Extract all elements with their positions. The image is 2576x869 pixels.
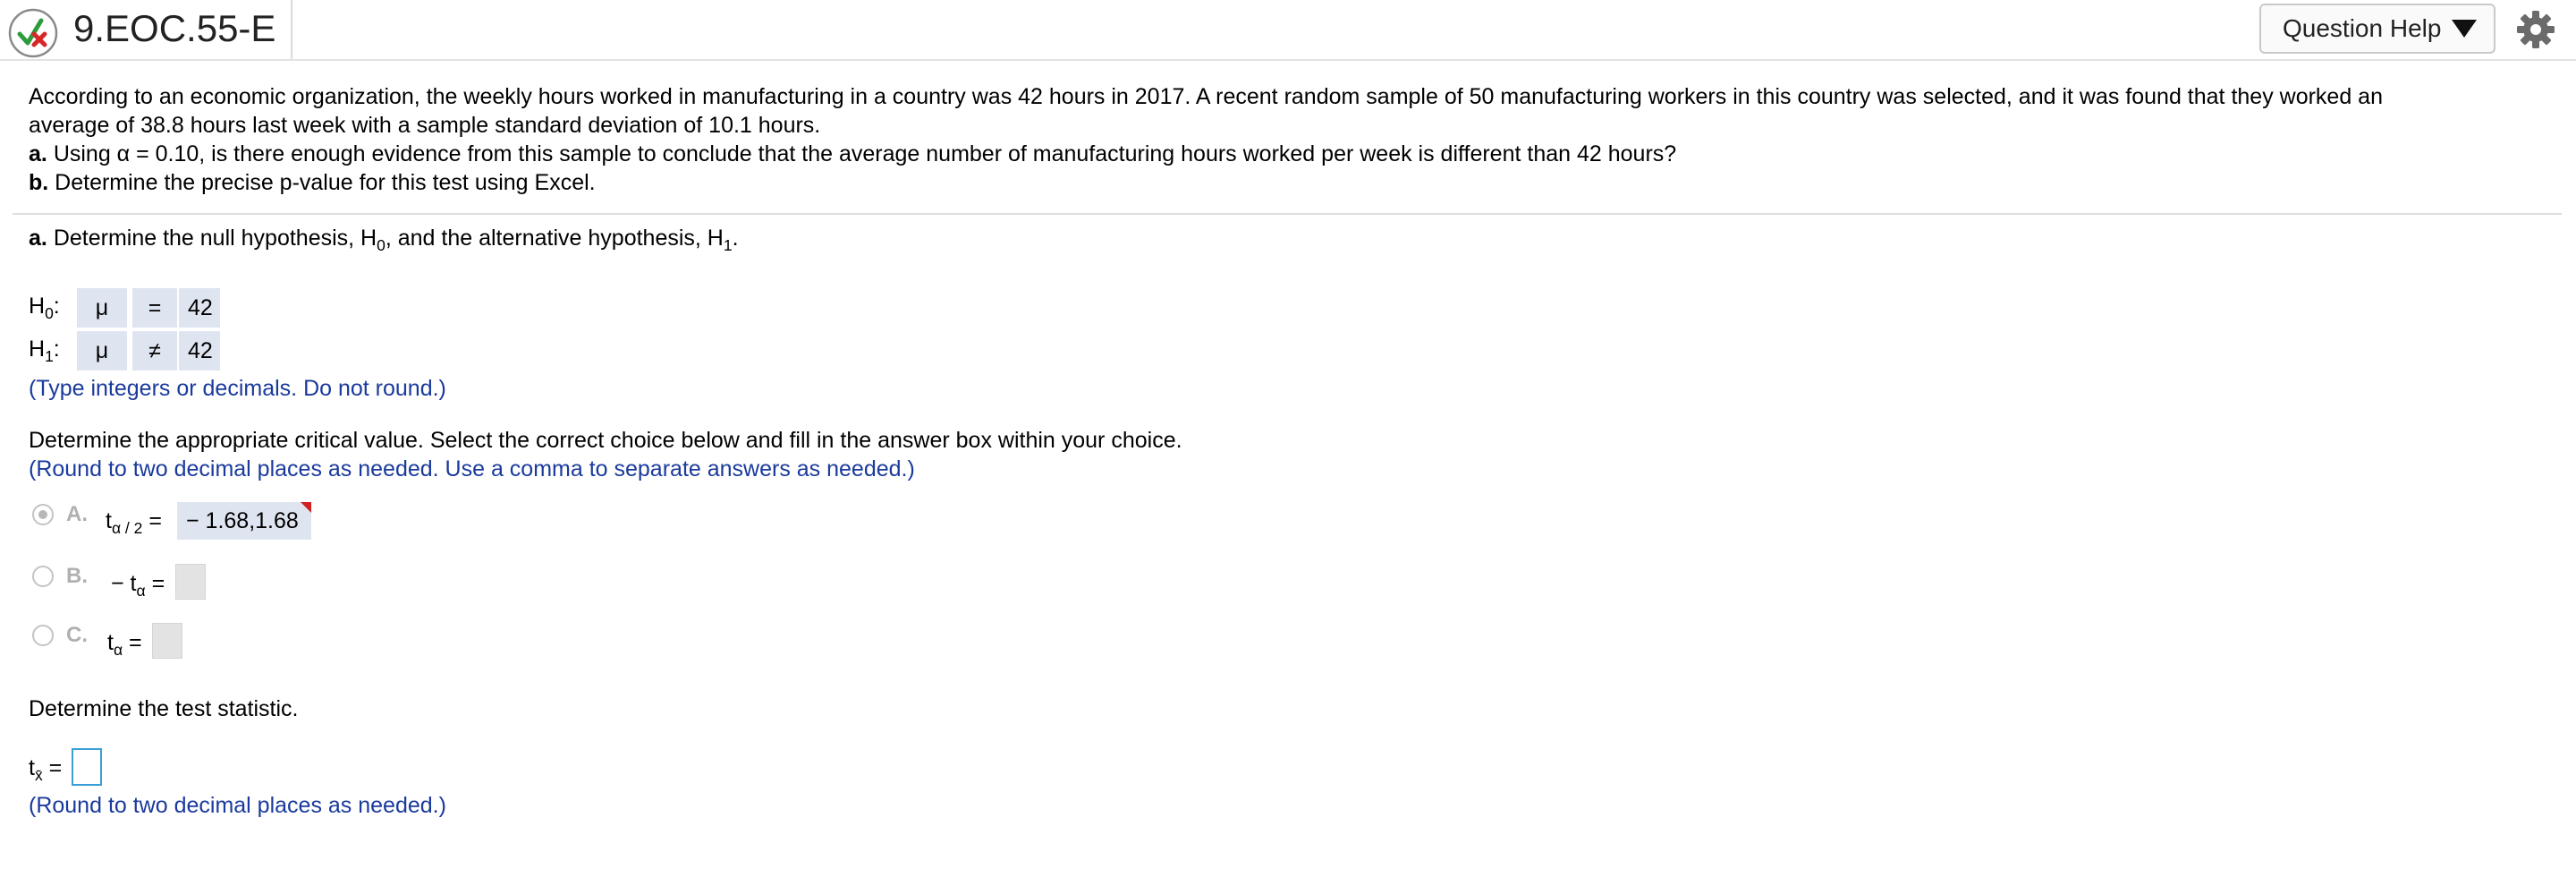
- option-c-t: t: [107, 630, 114, 655]
- option-a-radio[interactable]: [32, 504, 54, 525]
- option-b-expression: [111, 569, 165, 605]
- option-a-t: t: [106, 508, 112, 533]
- h0-subscript: 0: [377, 236, 386, 255]
- problem-line-1: According to an economic organization, the weekly hours worked in manufacturing in a country was 42 hours in 2017. A recent random sample of 50 manufacturing workers in this country was selected, and it was found that they worked an: [29, 84, 2383, 109]
- h1-operator-select[interactable]: ≠: [132, 331, 177, 371]
- option-a-eq: =: [142, 508, 162, 533]
- problem-part-a: [29, 140, 1676, 168]
- option-c-eq: =: [123, 630, 142, 655]
- h0-value-input[interactable]: 42: [179, 288, 220, 328]
- option-c-letter: C.: [66, 623, 88, 647]
- h0-parameter-select[interactable]: μ: [77, 288, 127, 328]
- question-help-label: Question Help: [2283, 14, 2442, 42]
- option-a-expression: [106, 507, 162, 542]
- h0-operator-select[interactable]: =: [132, 288, 177, 328]
- check-x-icon: [7, 7, 59, 59]
- test-statistic-t: t: [29, 755, 35, 780]
- h1-letter: H: [29, 337, 46, 362]
- option-b-eq: =: [145, 571, 165, 596]
- h1-label: $H_1$:: [29, 337, 60, 366]
- part-b-label: b.: [29, 170, 49, 195]
- option-b-t: − t: [111, 571, 137, 596]
- option-b-sub: α: [136, 582, 146, 601]
- h1-subscript: 1: [723, 236, 733, 255]
- hypothesis-prompt: [29, 224, 739, 260]
- question-title: 9.EOC.55-E: [73, 7, 276, 49]
- hypothesis-hint: (Type integers or decimals. Do not round.): [29, 376, 446, 401]
- h0-sub: 0: [45, 304, 54, 323]
- option-a-answer-value: − 1.68,1.68: [186, 508, 299, 533]
- option-a-sub: α / 2: [111, 519, 143, 538]
- section-divider: [13, 213, 2562, 215]
- caret-down-icon: [2452, 20, 2477, 38]
- part-a-text: Using α = 0.10, is there enough evidence from this sample to conclude that the average number of manufacturing hours worked per week is different than 42 hours?: [53, 141, 1677, 166]
- incorrect-flag-icon: [301, 502, 311, 513]
- hypothesis-prompt-text: Determine the null hypothesis, H: [53, 226, 377, 251]
- problem-part-b: [29, 168, 596, 197]
- h1-sub: 1: [45, 347, 54, 366]
- test-statistic-prompt: Determine the test statistic.: [29, 696, 299, 721]
- test-statistic-expression: [29, 754, 62, 789]
- option-c-radio[interactable]: [32, 625, 54, 646]
- option-a-letter: A.: [66, 502, 88, 526]
- hypothesis-prompt-end: .: [732, 226, 739, 251]
- test-statistic-input[interactable]: [72, 748, 102, 786]
- test-statistic-hint: (Round to two decimal places as needed.): [29, 793, 446, 818]
- header-divider: [0, 59, 2576, 61]
- option-a-answer-input[interactable]: [177, 502, 311, 540]
- test-statistic-eq: =: [42, 755, 63, 780]
- hypothesis-prompt-text-2: , and the alternative hypothesis, H: [385, 226, 724, 251]
- h0-letter: H: [29, 294, 46, 319]
- part-a-label: a.: [29, 141, 47, 166]
- option-b-answer-input[interactable]: [175, 564, 206, 600]
- test-statistic-sub: x̄: [34, 766, 43, 785]
- hypothesis-part-label: a.: [29, 226, 47, 251]
- option-b-letter: B.: [66, 564, 88, 588]
- h1-parameter-select[interactable]: μ: [77, 331, 127, 371]
- gear-icon[interactable]: [2515, 9, 2556, 50]
- critical-value-hint: (Round to two decimal places as needed. Use a comma to separate answers as needed.): [29, 456, 915, 481]
- part-b-text: Determine the precise p-value for this test using Excel.: [55, 170, 596, 195]
- question-header: [0, 0, 2576, 59]
- h0-label: $H_0$:: [29, 294, 60, 323]
- critical-value-prompt: Determine the appropriate critical value. Select the correct choice below and fill in the answer box within your choice.: [29, 428, 1182, 453]
- option-c-answer-input[interactable]: [152, 623, 182, 659]
- h1-value-input[interactable]: 42: [179, 331, 220, 371]
- option-c-sub: α: [113, 641, 123, 660]
- option-b-radio[interactable]: [32, 566, 54, 587]
- option-c-expression: [107, 628, 142, 664]
- question-help-button[interactable]: [2259, 4, 2496, 54]
- title-divider: [291, 0, 292, 59]
- problem-line-2: average of 38.8 hours last week with a sample standard deviation of 10.1 hours.: [29, 113, 821, 138]
